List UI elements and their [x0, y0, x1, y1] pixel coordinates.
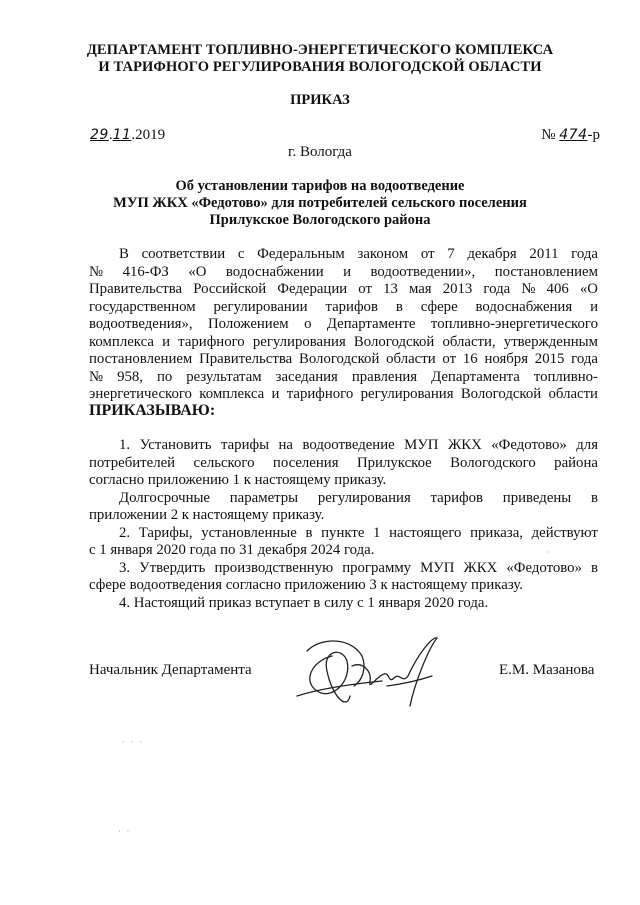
word: программу: [342, 559, 412, 576]
word: тарифов: [325, 298, 378, 315]
word: топливно-: [533, 368, 598, 385]
word: действуют: [531, 524, 598, 541]
word: энергетического: [89, 386, 192, 402]
word: «Федотово»: [506, 559, 582, 576]
signatory-name: Е.М. Мазанова: [499, 662, 595, 678]
word: приведены: [502, 489, 572, 506]
word: заседания: [275, 368, 338, 385]
word: МУП: [420, 559, 455, 576]
date-sep: .: [108, 127, 113, 143]
word: 416-ФЗ: [122, 263, 169, 280]
word: «О: [579, 281, 598, 297]
text-line: [89, 264, 598, 282]
document-number: [541, 127, 600, 144]
text-line: [89, 246, 598, 264]
text-line: [89, 560, 598, 578]
word: Правительства: [89, 281, 183, 297]
word: Прилукское: [356, 454, 432, 471]
word: декабря: [467, 246, 517, 262]
word: с 1 января 2020 года по 31 декабря 2024 года.: [89, 542, 375, 558]
word: области: [386, 351, 436, 367]
department-header-line-2: И ТАРИФНОГО РЕГУЛИРОВАНИЯ ВОЛОГОДСКОЙ ОБЛАСТИ: [98, 59, 542, 75]
word: установленные: [201, 524, 297, 541]
word: №: [89, 368, 104, 385]
word: приказа,: [470, 524, 523, 541]
text-line: [89, 281, 598, 299]
word: ноября: [484, 351, 529, 367]
text-line: [89, 507, 598, 525]
order-word: ПРИКАЗЫВАЮ:: [89, 402, 216, 419]
text-line: [89, 299, 598, 317]
word: района: [554, 454, 598, 471]
document-title: [0, 178, 640, 229]
word: ЖКХ: [463, 559, 498, 576]
word: регулирования: [317, 489, 411, 506]
word: 2.: [119, 524, 131, 541]
word: Вологодской: [353, 333, 435, 350]
document-date: [90, 127, 165, 144]
word: на: [278, 437, 293, 453]
text-line: [89, 595, 598, 613]
scan-speck: · · ·: [122, 738, 144, 747]
word: «Федотово»: [491, 437, 567, 453]
word: в: [591, 489, 598, 506]
word: от: [442, 351, 457, 367]
word: области: [548, 386, 598, 402]
word: сфере водоотведения согласно приложению 3 к настоящему приказу.: [89, 577, 523, 593]
scan-speck: ·: [546, 548, 551, 557]
word: 406: [546, 281, 569, 297]
number-value: 474: [559, 127, 588, 143]
word: Департаменте: [326, 316, 416, 332]
text-line: [89, 334, 598, 352]
handwritten-signature: [292, 626, 442, 721]
text-line: [89, 386, 598, 404]
text-line: [89, 351, 598, 369]
word: 2013: [442, 281, 473, 297]
word: и: [343, 263, 352, 280]
word: года: [483, 281, 511, 297]
word: Федеральным: [257, 246, 345, 262]
word: в: [590, 559, 598, 576]
word: правления: [351, 368, 418, 385]
word: Вологодской: [460, 386, 542, 402]
word: тарифов: [430, 489, 484, 506]
word: с: [237, 246, 245, 262]
word: водоотведение: [302, 437, 395, 453]
word: приложении 2 к настоящему приказу.: [89, 507, 325, 523]
word: поселения: [272, 454, 339, 471]
word: года: [571, 246, 598, 262]
word: результатам: [186, 368, 262, 385]
date-day: 29: [90, 127, 109, 143]
word: Российской: [193, 281, 267, 297]
word: параметры: [229, 489, 299, 506]
word: №: [521, 281, 536, 297]
word: комплекса: [89, 333, 154, 350]
word: 958,: [117, 368, 143, 385]
word: Вологодского: [450, 454, 536, 471]
word: Федерации: [277, 281, 348, 297]
word: Утвердить: [139, 559, 206, 576]
word: водоснабжении: [225, 263, 324, 280]
order-items: [89, 437, 598, 612]
word: Правительства: [199, 351, 293, 367]
word: водоснабжения: [475, 298, 573, 315]
word: 2011: [529, 246, 559, 262]
text-line: [89, 472, 598, 490]
word: от: [420, 246, 435, 262]
word: настоящего: [389, 524, 462, 541]
word: Долгосрочные: [119, 489, 210, 506]
text-line: [89, 490, 598, 508]
word: для: [576, 437, 598, 453]
word: года: [571, 351, 598, 367]
word: 1: [373, 524, 381, 541]
title-line: Об установлении тарифов на водоотведение: [175, 178, 465, 194]
word: Установить: [139, 437, 212, 453]
document-type: ПРИКАЗ: [290, 92, 350, 108]
word: законом: [357, 246, 409, 262]
text-line: [89, 437, 598, 455]
word: Вологодской: [298, 351, 380, 367]
word: топливно-энергетического: [430, 316, 598, 332]
word: о: [304, 316, 312, 332]
scan-speck: · ·: [118, 827, 132, 836]
word: комплекса: [199, 386, 265, 402]
word: соответствии: [141, 246, 226, 262]
word: пункте: [321, 524, 365, 541]
text-line: [89, 577, 598, 595]
word: сфере: [420, 298, 458, 315]
text-line: [89, 525, 598, 543]
word: 13: [383, 281, 398, 297]
word: водоотведении»,: [370, 263, 476, 280]
word: государственном: [89, 298, 196, 315]
word: тарифного: [178, 333, 245, 350]
word: 1.: [119, 437, 131, 453]
word: потребителей: [89, 454, 176, 471]
word: тарифы: [220, 437, 270, 453]
word: 16: [462, 351, 478, 367]
word: ЖКХ: [447, 437, 482, 453]
word: области,: [442, 333, 496, 350]
word: Положением: [207, 316, 289, 332]
text-line: [89, 369, 598, 387]
preamble-paragraph: [89, 246, 598, 404]
word: «О: [188, 263, 207, 280]
text-line: [89, 316, 598, 334]
word: в: [305, 524, 313, 541]
word: в: [395, 298, 403, 315]
word: №: [89, 263, 104, 280]
word: регулировании: [213, 298, 308, 315]
text-line: [89, 455, 598, 473]
word: сельского: [193, 454, 255, 471]
word: постановлением: [89, 351, 193, 367]
word: МУП: [404, 437, 439, 453]
word: утвержденным: [503, 333, 598, 350]
word: 4. Настоящий приказ вступает в силу с 1 января 2020 года.: [119, 594, 489, 611]
word: Департамента: [431, 368, 520, 385]
department-header-line-1: ДЕПАРТАМЕНТ ТОПЛИВНО-ЭНЕРГЕТИЧЕСКОГО КОМПЛЕКСА: [86, 42, 554, 58]
text-line: [89, 542, 598, 560]
word: по: [156, 368, 173, 385]
word: и: [590, 298, 598, 315]
document-city: г. Вологда: [288, 144, 352, 160]
word: тарифного: [286, 386, 354, 402]
word: мая: [408, 281, 432, 297]
word: 2015: [534, 351, 565, 367]
word: водоотведения»,: [89, 316, 193, 332]
word: согласно приложению 1 к настоящему приказу.: [89, 472, 387, 488]
word: и: [271, 386, 280, 402]
word: от: [358, 281, 372, 297]
word: регулирования: [360, 386, 454, 402]
word: производственную: [214, 559, 334, 576]
word: регулирования: [252, 333, 346, 350]
date-year: .2019: [131, 127, 166, 143]
number-suffix: -р: [587, 127, 600, 143]
title-line: Прилукское Вологодского района: [209, 212, 431, 228]
word: 7: [447, 246, 455, 262]
word: Тарифы,: [138, 524, 193, 541]
word: 3.: [119, 559, 131, 576]
word: и: [162, 333, 171, 350]
signatory-position: Начальник Департамента: [89, 662, 252, 678]
word: В: [119, 246, 129, 262]
title-line: МУП ЖКХ «Федотово» для потребителей сельского поселения: [113, 195, 527, 211]
date-month: 11: [112, 127, 132, 143]
word: постановлением: [494, 263, 598, 280]
number-prefix: №: [541, 127, 556, 143]
